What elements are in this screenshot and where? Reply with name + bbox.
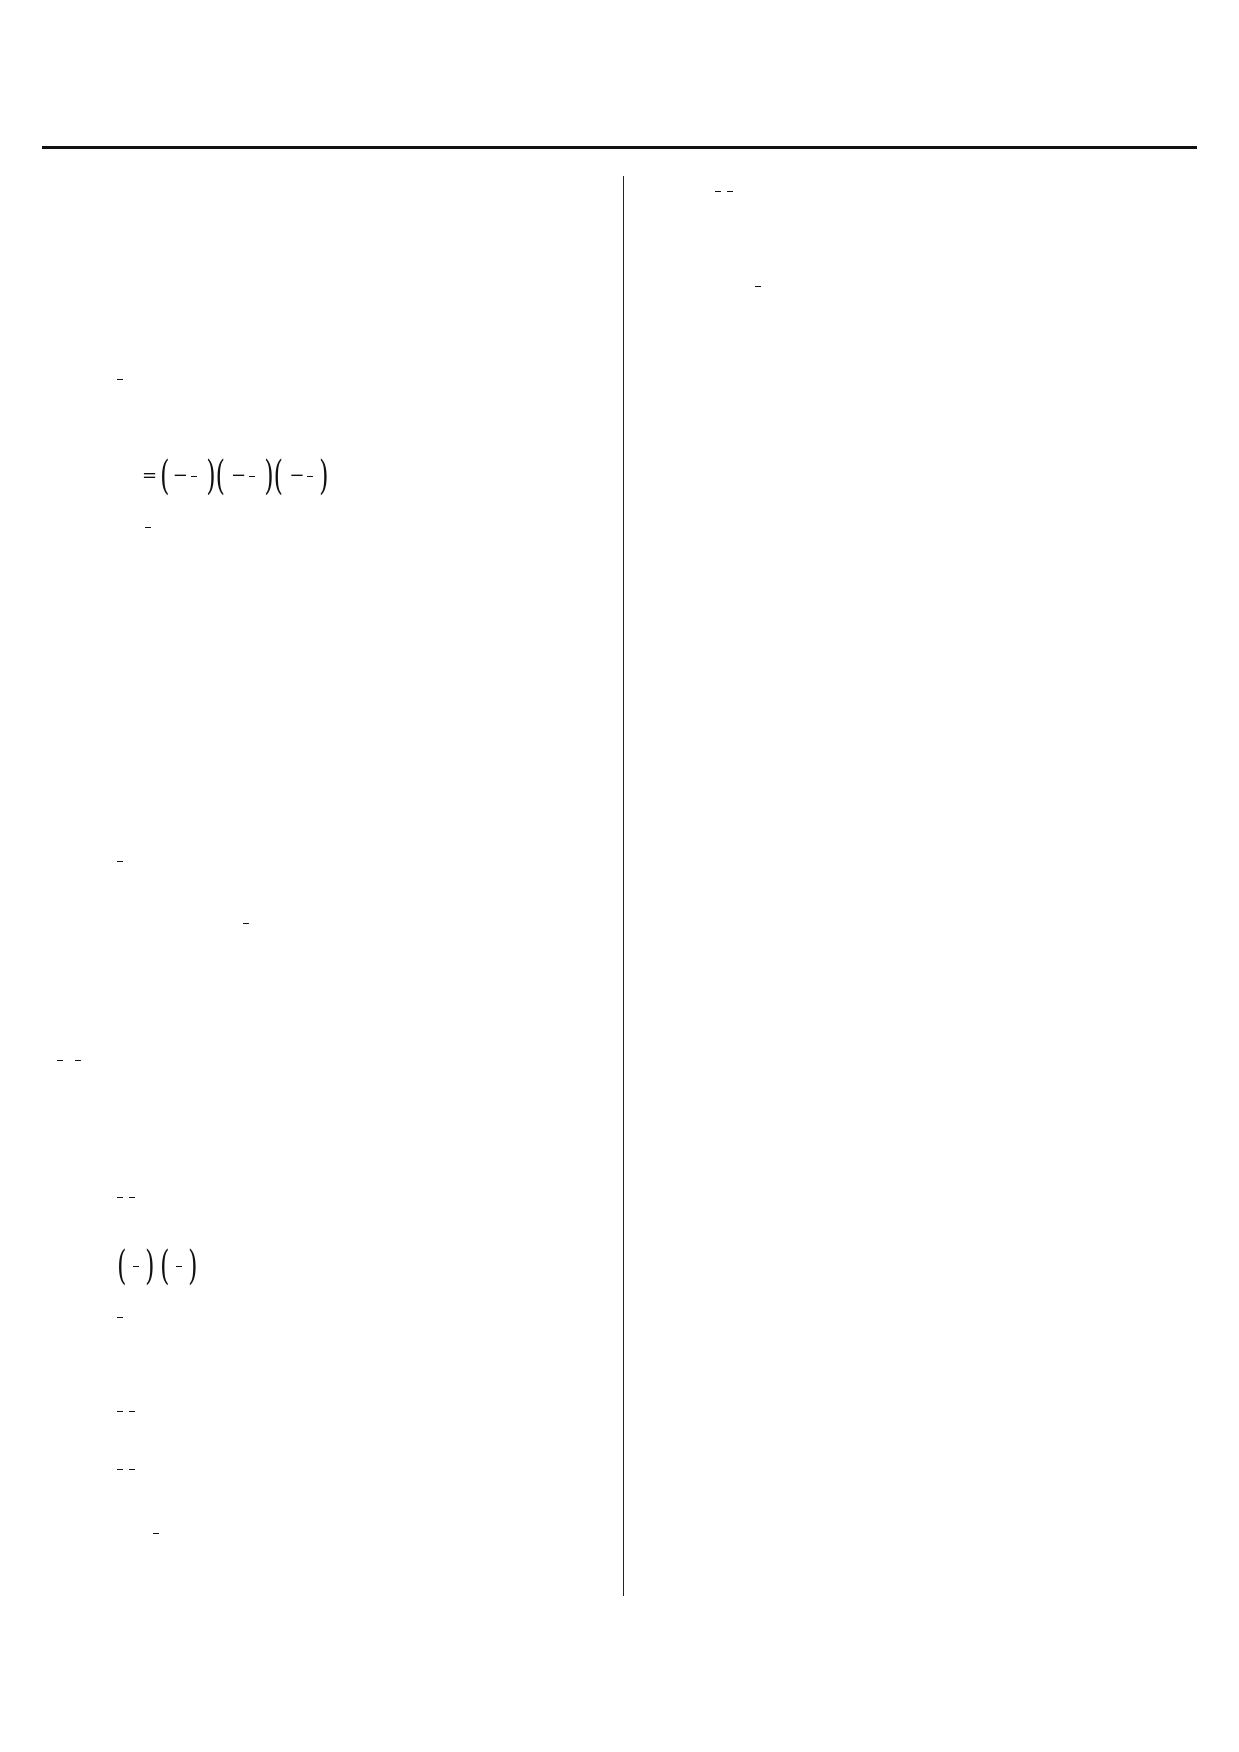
q2-header xyxy=(52,1046,84,1071)
q2-line xyxy=(114,1458,138,1480)
q2-line: ( ) ( ) xyxy=(117,1243,198,1289)
q1-line xyxy=(142,516,154,538)
q1-header xyxy=(52,180,54,205)
q2-line xyxy=(712,180,736,202)
q1-line xyxy=(114,368,126,390)
q1-line xyxy=(114,850,126,872)
q2-line xyxy=(752,275,764,297)
q2-line xyxy=(114,1186,138,1208)
q1-line xyxy=(240,912,252,934)
q2-line xyxy=(114,1306,126,1328)
q2-line xyxy=(150,1522,162,1544)
column-divider xyxy=(623,176,624,1596)
q3-header xyxy=(652,408,654,433)
q2-line xyxy=(114,1400,138,1422)
header-rule xyxy=(42,146,1197,149)
q1-line: =( − )( − )( − ) xyxy=(142,453,329,499)
